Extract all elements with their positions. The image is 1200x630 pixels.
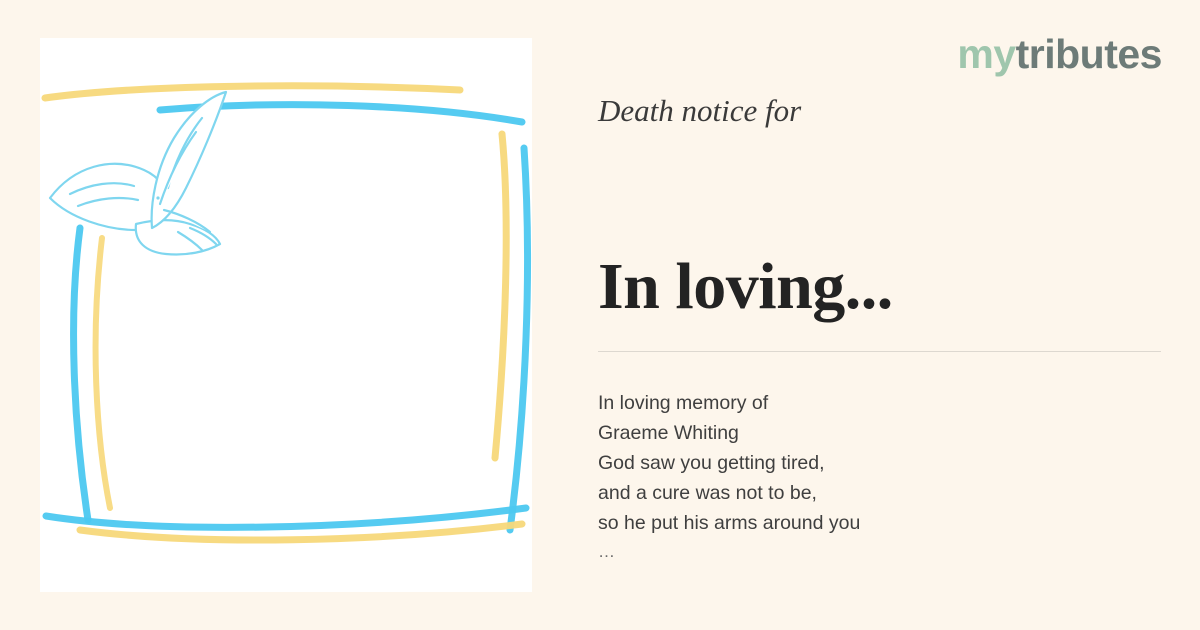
- logo-my: my: [957, 31, 1016, 77]
- memorial-card-image: [40, 38, 532, 592]
- logo-tributes: tributes: [1015, 31, 1162, 77]
- content-divider: [598, 351, 1161, 352]
- notice-eyebrow: Death notice for: [598, 93, 802, 128]
- notice-body-line: In loving memory of: [598, 392, 769, 414]
- notice-body-line: Graeme Whiting: [598, 422, 739, 444]
- notice-body-truncation: …: [598, 542, 615, 561]
- card-border-and-dove-illustration: [40, 38, 532, 592]
- notice-body: [598, 388, 1161, 566]
- notice-body-line: and a cure was not to be,: [598, 482, 817, 504]
- notice-content-column: [598, 0, 1162, 630]
- notice-body-line: so he put his arms around you: [598, 512, 861, 534]
- page-title: In loving...: [598, 250, 893, 324]
- notice-body-line: God saw you getting tired,: [598, 452, 825, 474]
- mytributes-logo[interactable]: [957, 31, 1162, 77]
- memorial-card-artwork: [40, 38, 532, 592]
